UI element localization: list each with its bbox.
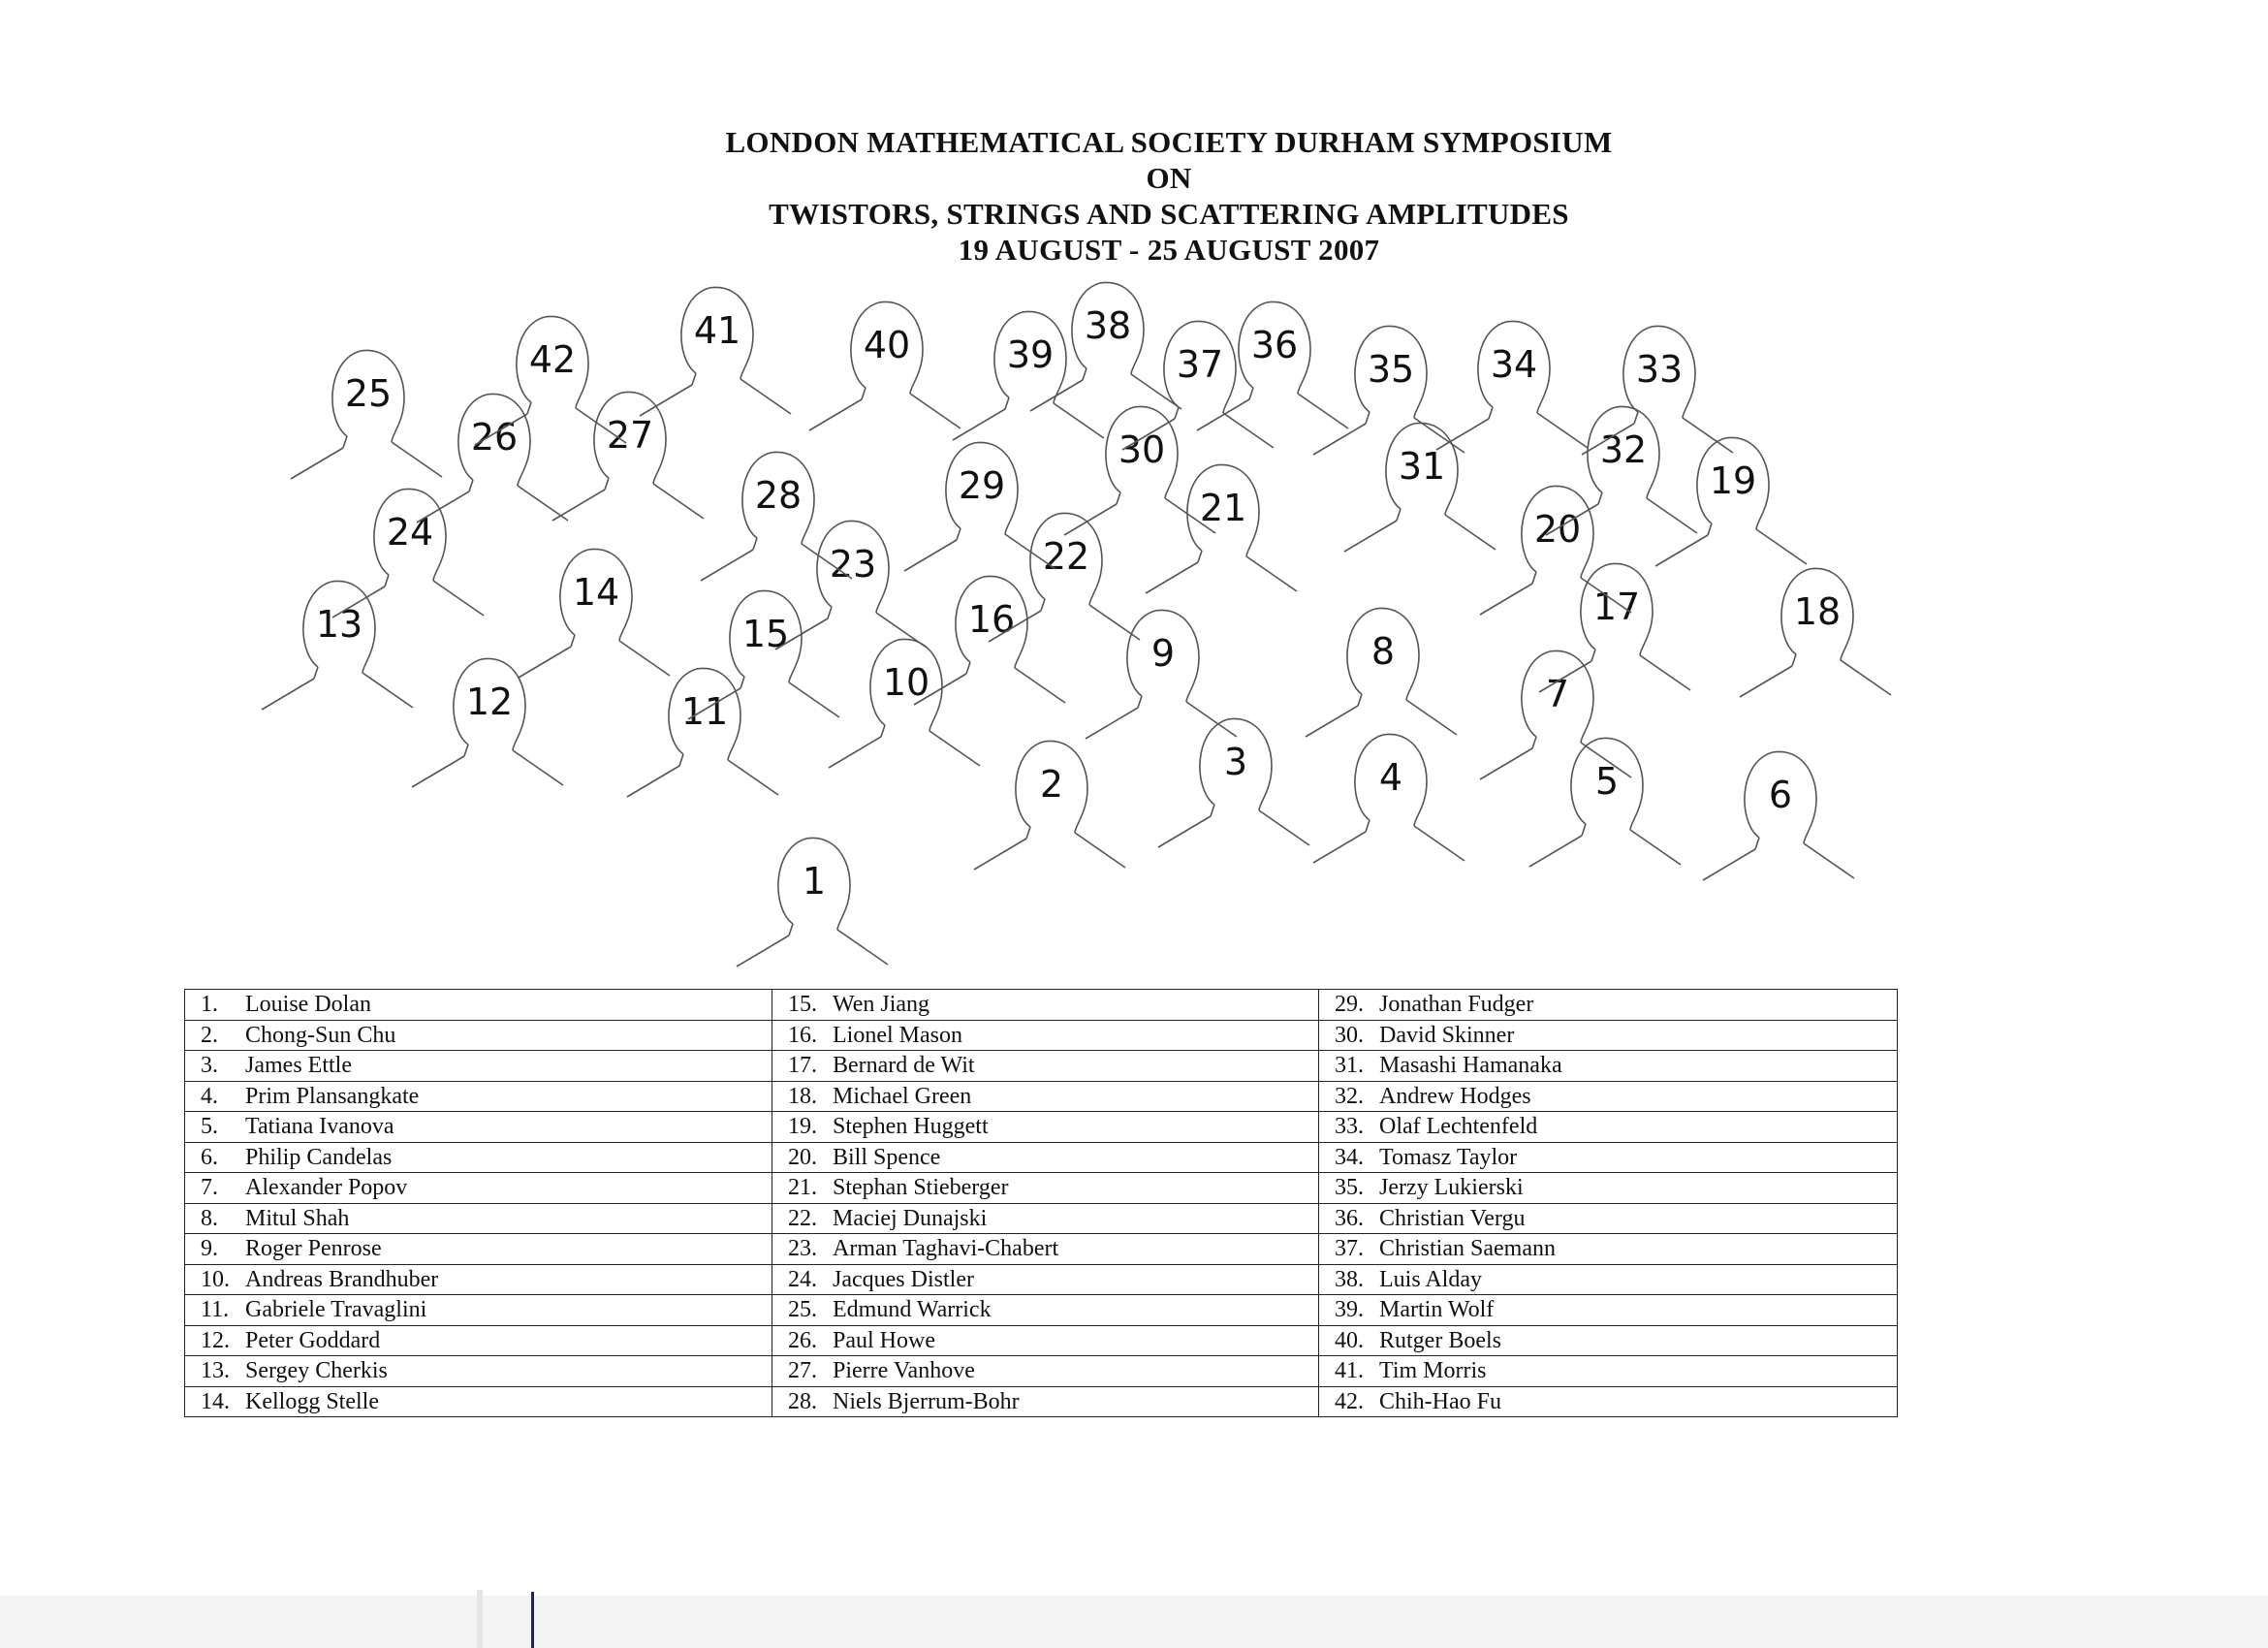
participant-head-9: [1086, 610, 1237, 739]
participant-number: 28.: [788, 1388, 817, 1414]
participant-name: Louise Dolan: [245, 992, 371, 1018]
participant-number: 36.: [1335, 1205, 1364, 1231]
participant-head-1: [737, 838, 888, 967]
legend-cell: [185, 1112, 772, 1143]
head-number-36: 36: [1250, 324, 1299, 366]
participant-number: 21.: [788, 1175, 817, 1201]
participant-number: 30.: [1335, 1022, 1364, 1048]
participant-head-27: [552, 392, 704, 521]
participant-head-23: [775, 521, 927, 650]
head-number-34: 34: [1490, 343, 1538, 386]
participant-number: 32.: [1335, 1083, 1364, 1109]
table-row: [185, 1386, 1898, 1417]
participant-name: Luis Alday: [1379, 1266, 1482, 1292]
legend-cell: [1319, 1020, 1898, 1051]
head-number-6: 6: [1768, 774, 1793, 816]
participant-head-6: [1703, 751, 1854, 880]
legend-cell: [185, 1081, 772, 1112]
head-number-18: 18: [1793, 590, 1842, 633]
legend-cell: [772, 1386, 1319, 1417]
participant-name: Pierre Vanhove: [833, 1358, 975, 1384]
legend-cell: [185, 1264, 772, 1295]
legend-cell: [185, 1295, 772, 1326]
participant-name: Stephen Huggett: [833, 1114, 989, 1140]
legend-cell: [772, 1325, 1319, 1356]
participant-head-26: [417, 394, 568, 523]
participant-head-29: [904, 442, 1055, 571]
participant-name: Arman Taghavi-Chabert: [833, 1236, 1059, 1262]
participant-head-10: [829, 639, 980, 768]
scan-edge-mark: [531, 1592, 534, 1648]
table-row: [185, 1051, 1898, 1082]
participant-head-4: [1313, 734, 1465, 863]
head-number-38: 38: [1084, 304, 1132, 347]
participant-head-8: [1306, 608, 1457, 737]
participant-head-18: [1740, 568, 1891, 697]
participant-name: Edmund Warrick: [833, 1297, 992, 1323]
head-number-8: 8: [1370, 630, 1396, 673]
participant-name: Sergey Cherkis: [245, 1358, 388, 1384]
participant-name: Wen Jiang: [833, 992, 930, 1018]
title-line-2: ON: [1146, 161, 1192, 195]
participant-name: Peter Goddard: [245, 1327, 381, 1353]
participant-number: 29.: [1335, 992, 1364, 1018]
participant-name: Tim Morris: [1379, 1358, 1487, 1384]
participant-name: Bill Spence: [833, 1144, 941, 1170]
head-number-3: 3: [1223, 741, 1248, 783]
participant-number: 37.: [1335, 1236, 1364, 1262]
participant-number: 26.: [788, 1327, 817, 1353]
participant-number: 9.: [201, 1236, 218, 1262]
participant-number: 33.: [1335, 1114, 1364, 1140]
legend-cell: [772, 990, 1319, 1021]
legend-cell: [185, 1356, 772, 1387]
head-number-31: 31: [1398, 445, 1446, 488]
participant-name: Lionel Mason: [833, 1022, 962, 1048]
participant-number: 38.: [1335, 1266, 1364, 1292]
participant-head-34: [1436, 321, 1588, 450]
participant-name: Michael Green: [833, 1083, 972, 1109]
participant-legend-table: [184, 989, 1898, 1417]
table-row: [185, 1081, 1898, 1112]
participant-number: 8.: [201, 1205, 218, 1231]
head-number-29: 29: [958, 464, 1006, 507]
head-number-5: 5: [1594, 760, 1620, 803]
scan-bottom-margin: [0, 1596, 2268, 1648]
head-number-41: 41: [693, 309, 741, 352]
table-row: [185, 1295, 1898, 1326]
legend-cell: [772, 1356, 1319, 1387]
legend-cell: [772, 1234, 1319, 1265]
participant-head-24: [332, 489, 484, 618]
table-row: [185, 1020, 1898, 1051]
participant-name: Mitul Shah: [245, 1205, 350, 1231]
legend-cell: [1319, 1051, 1898, 1082]
participant-head-19: [1655, 437, 1807, 566]
head-number-23: 23: [829, 543, 877, 586]
title-line-4: 19 AUGUST - 25 AUGUST 2007: [958, 233, 1380, 267]
table-row: [185, 1203, 1898, 1234]
head-number-17: 17: [1592, 586, 1641, 628]
participant-name: Bernard de Wit: [833, 1053, 975, 1079]
legend-cell: [1319, 1142, 1898, 1173]
legend-cell: [1319, 990, 1898, 1021]
head-number-9: 9: [1150, 632, 1176, 675]
head-number-39: 39: [1006, 333, 1055, 376]
legend-cell: [1319, 1234, 1898, 1265]
participant-name: Jerzy Lukierski: [1379, 1175, 1524, 1201]
participant-number: 20.: [788, 1144, 817, 1170]
head-number-37: 37: [1176, 343, 1224, 386]
head-number-14: 14: [572, 571, 620, 614]
participant-name: Jacques Distler: [833, 1266, 974, 1292]
head-number-15: 15: [741, 613, 790, 655]
participant-number: 31.: [1335, 1053, 1364, 1079]
legend-cell: [1319, 1295, 1898, 1326]
legend-cell: [1319, 1386, 1898, 1417]
legend-cell: [1319, 1356, 1898, 1387]
participant-number: 13.: [201, 1358, 230, 1384]
legend-cell: [772, 1020, 1319, 1051]
head-number-24: 24: [386, 511, 434, 554]
participant-name: Kellogg Stelle: [245, 1388, 379, 1414]
legend-cell: [1319, 1203, 1898, 1234]
participant-name: Chih-Hao Fu: [1379, 1388, 1501, 1414]
participant-head-12: [412, 658, 563, 787]
participant-number: 2.: [201, 1022, 218, 1048]
head-number-20: 20: [1533, 508, 1582, 551]
participant-head-31: [1344, 423, 1496, 552]
legend-cell: [185, 990, 772, 1021]
participant-number: 35.: [1335, 1175, 1364, 1201]
participant-head-41: [640, 287, 791, 416]
head-number-42: 42: [528, 338, 577, 381]
participant-name: Rutger Boels: [1379, 1327, 1501, 1353]
head-number-2: 2: [1039, 763, 1064, 806]
head-number-32: 32: [1599, 428, 1648, 471]
table-row: [185, 1173, 1898, 1204]
participant-name: Christian Vergu: [1379, 1205, 1526, 1231]
participant-number: 34.: [1335, 1144, 1364, 1170]
participant-head-25: [291, 350, 442, 479]
participant-number: 40.: [1335, 1327, 1364, 1353]
head-number-28: 28: [754, 474, 803, 517]
head-number-35: 35: [1367, 348, 1415, 391]
legend-cell: [1319, 1325, 1898, 1356]
participant-head-39: [953, 311, 1104, 440]
head-number-12: 12: [465, 681, 514, 723]
legend-cell: [185, 1051, 772, 1082]
legend-cell: [185, 1386, 772, 1417]
participant-number: 22.: [788, 1205, 817, 1231]
legend-cell: [185, 1142, 772, 1173]
participant-number: 24.: [788, 1266, 817, 1292]
legend-cell: [1319, 1112, 1898, 1143]
participant-number: 41.: [1335, 1358, 1364, 1384]
legend-cell: [185, 1173, 772, 1204]
participant-number: 16.: [788, 1022, 817, 1048]
participant-name: Tomasz Taylor: [1379, 1144, 1518, 1170]
table-row: [185, 1325, 1898, 1356]
table-row: [185, 1234, 1898, 1265]
participant-number: 4.: [201, 1083, 218, 1109]
legend-cell: [772, 1203, 1319, 1234]
participant-number: 10.: [201, 1266, 230, 1292]
legend-cell: [772, 1081, 1319, 1112]
head-number-10: 10: [882, 661, 930, 704]
participant-name: Martin Wolf: [1379, 1297, 1495, 1323]
head-number-19: 19: [1709, 460, 1757, 502]
participant-number: 23.: [788, 1236, 817, 1262]
participant-head-14: [519, 549, 670, 678]
participant-name: Prim Plansangkate: [245, 1083, 420, 1109]
head-number-26: 26: [470, 416, 519, 459]
table-row: [185, 1112, 1898, 1143]
legend-cell: [772, 1264, 1319, 1295]
head-number-11: 11: [680, 690, 729, 733]
participant-name: Philip Candelas: [245, 1144, 393, 1170]
participant-number: 17.: [788, 1053, 817, 1079]
participant-name: James Ettle: [245, 1053, 352, 1079]
head-number-33: 33: [1635, 348, 1684, 391]
head-number-7: 7: [1545, 673, 1570, 715]
participant-number: 19.: [788, 1114, 817, 1140]
participant-number: 7.: [201, 1175, 218, 1201]
participant-name: Gabriele Travaglini: [245, 1297, 427, 1323]
participant-name: David Skinner: [1379, 1022, 1515, 1048]
participant-name: Tatiana Ivanova: [245, 1114, 394, 1140]
participant-name: Chong-Sun Chu: [245, 1022, 396, 1048]
legend-cell: [1319, 1173, 1898, 1204]
participant-name: Christian Saemann: [1379, 1236, 1556, 1262]
head-number-4: 4: [1378, 756, 1403, 799]
participant-number: 14.: [201, 1388, 230, 1414]
table-row: [185, 1264, 1898, 1295]
table-row: [185, 990, 1898, 1021]
participant-name: Olaf Lechtenfeld: [1379, 1114, 1538, 1140]
head-number-21: 21: [1199, 487, 1247, 529]
title-line-3: TWISTORS, STRINGS AND SCATTERING AMPLITUDES: [769, 197, 1569, 231]
legend-body: [185, 990, 1898, 1417]
head-number-1: 1: [802, 860, 827, 903]
legend-cell: [1319, 1264, 1898, 1295]
participant-number: 39.: [1335, 1297, 1364, 1323]
participant-name: Jonathan Fudger: [1379, 992, 1534, 1018]
participant-head-35: [1313, 326, 1465, 455]
head-number-40: 40: [863, 324, 911, 366]
participant-name: Masashi Hamanaka: [1379, 1053, 1562, 1079]
participant-number: 3.: [201, 1053, 218, 1079]
participant-head-13: [262, 581, 413, 710]
participant-head-11: [627, 668, 778, 797]
participant-head-21: [1146, 464, 1297, 593]
legend-cell: [772, 1173, 1319, 1204]
legend-cell: [1319, 1081, 1898, 1112]
head-number-13: 13: [315, 603, 363, 646]
head-number-30: 30: [1118, 428, 1166, 471]
scan-edge-strip: [477, 1590, 483, 1648]
head-number-22: 22: [1042, 535, 1090, 578]
table-row: [185, 1356, 1898, 1387]
participant-name: Niels Bjerrum-Bohr: [833, 1388, 1020, 1414]
participant-head-2: [974, 741, 1125, 870]
participant-number: 1.: [201, 992, 218, 1018]
participant-name: Stephan Stieberger: [833, 1175, 1009, 1201]
title-line-1: LONDON MATHEMATICAL SOCIETY DURHAM SYMPOSIUM: [725, 125, 1613, 159]
legend-cell: [185, 1325, 772, 1356]
legend-cell: [772, 1295, 1319, 1326]
participant-number: 12.: [201, 1327, 230, 1353]
table-row: [185, 1142, 1898, 1173]
participant-head-40: [809, 301, 961, 430]
legend-cell: [185, 1203, 772, 1234]
legend-cell: [772, 1112, 1319, 1143]
participant-number: 11.: [201, 1297, 230, 1323]
participant-name: Maciej Dunajski: [833, 1205, 988, 1231]
legend-cell: [772, 1051, 1319, 1082]
participant-number: 25.: [788, 1297, 817, 1323]
head-number-16: 16: [967, 598, 1016, 641]
legend-cell: [772, 1142, 1319, 1173]
participant-name: Alexander Popov: [245, 1175, 408, 1201]
participant-number: 18.: [788, 1083, 817, 1109]
participant-name: Andreas Brandhuber: [245, 1266, 439, 1292]
participant-number: 6.: [201, 1144, 218, 1170]
head-number-27: 27: [606, 414, 654, 457]
participant-number: 5.: [201, 1114, 218, 1140]
participant-head-3: [1158, 718, 1309, 847]
participant-name: Paul Howe: [833, 1327, 935, 1353]
participant-name: Andrew Hodges: [1379, 1083, 1531, 1109]
participant-number: 27.: [788, 1358, 817, 1384]
legend-cell: [185, 1020, 772, 1051]
participant-head-5: [1529, 738, 1681, 867]
participant-number: 15.: [788, 992, 817, 1018]
head-number-25: 25: [344, 372, 393, 415]
participant-number: 42.: [1335, 1388, 1364, 1414]
participant-name: Roger Penrose: [245, 1236, 382, 1262]
legend-cell: [185, 1234, 772, 1265]
